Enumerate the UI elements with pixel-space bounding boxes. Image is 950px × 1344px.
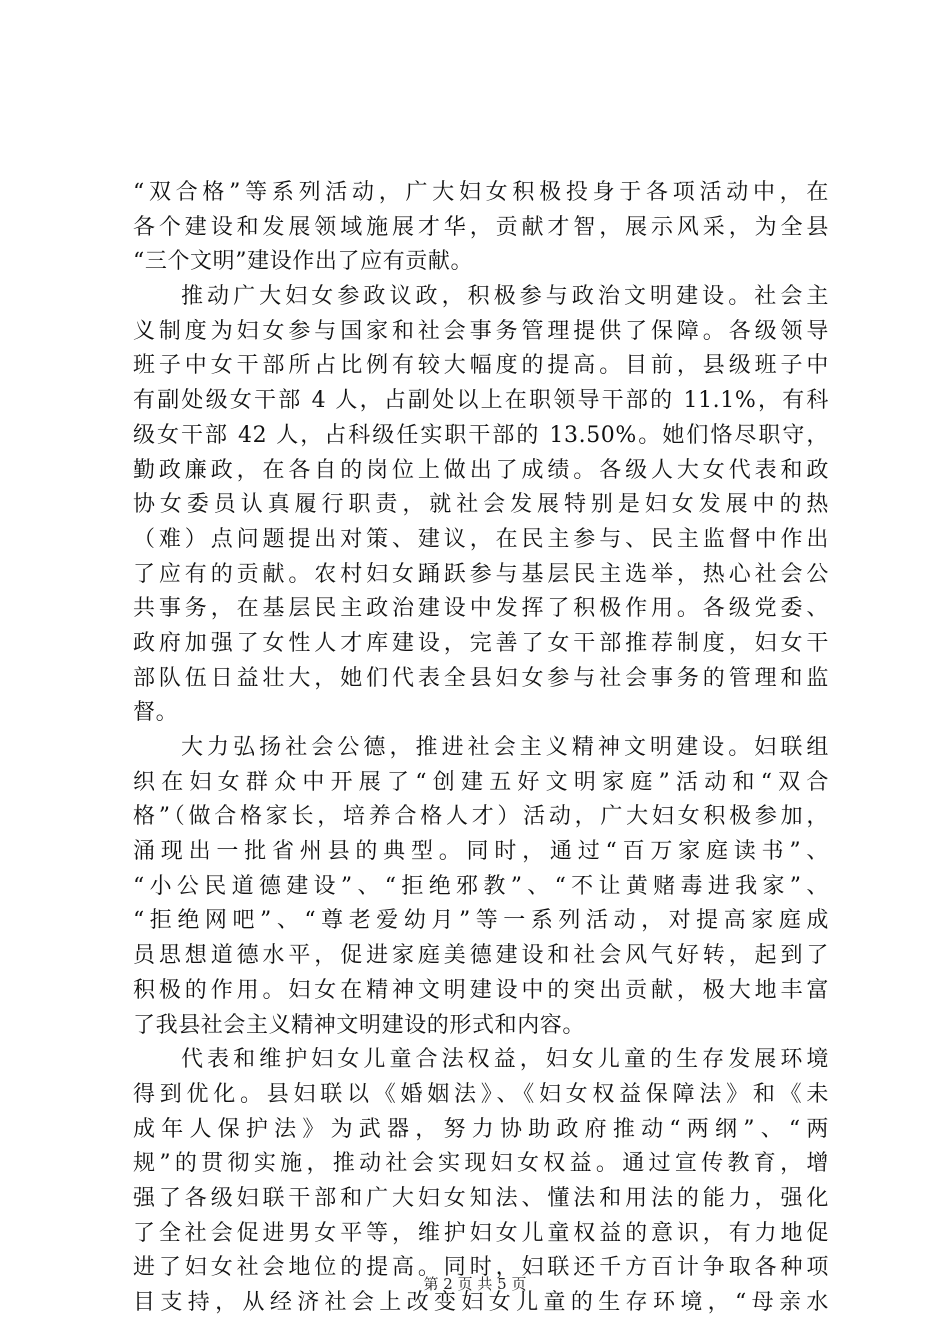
text-line: “双合格”等系列活动，广大妇女积极投身于各项活动中，在 (133, 180, 829, 205)
text-line: 了我县社会主义精神文明建设的形式和内容。 (133, 1012, 586, 1038)
text-line: 强了各级妇联干部和广大妇女知法、懂法和用法的能力，强化 (133, 1185, 829, 1211)
text-line: 共事务，在基层民主政治建设中发挥了积极作用。各级党委、 (133, 596, 829, 622)
text-line: 进了妇女社会地位的提高。同时，妇联还千方百计争取各种项 (133, 1255, 829, 1281)
text-line: 勤政廉政，在各自的岗位上做出了成绩。各级人大女代表和政 (133, 457, 829, 483)
text-line: 成年人保护法》为武器，努力协助政府推动“两纲”、“两 (133, 1116, 829, 1142)
text-line: 政府加强了女性人才库建设，完善了女干部推荐制度，妇女干 (133, 630, 829, 656)
text-line: 了应有的贡献。农村妇女踊跃参与基层民主选举，热心社会公 (133, 561, 829, 587)
text-line: 督。 (133, 700, 179, 726)
text-line: 协女委员认真履行职责，就社会发展特别是妇女发展中的热 (133, 492, 829, 518)
page-footer: 第 2 页 共 5 页 (423, 1275, 527, 1293)
text-line: 代表和维护妇女儿童合法权益，妇女儿童的生存发展环境 (181, 1047, 829, 1073)
text-line: 了全社会促进男女平等，维护妇女儿童权益的意识，有力地促 (133, 1220, 829, 1246)
text-line: 大力弘扬社会公德，推进社会主义精神文明建设。妇联组 (181, 735, 829, 760)
text-line: 积极的作用。妇女在精神文明建设中的突出贡献，极大地丰富 (133, 977, 829, 1003)
text-line: 级女干部 42 人，占科级任实职干部的 13.50%。她们恪尽职守， (133, 422, 829, 448)
text-line: 推动广大妇女参政议政，积极参与政治文明建设。社会主 (181, 284, 829, 310)
text-line: “小公民道德建设”、“拒绝邪教”、“不让黄赌毒进我家”、 (133, 873, 829, 899)
body-text (133, 176, 829, 1321)
text-line: 格”（做合格家长，培养合格人才）活动，广大妇女积极参加， (133, 804, 829, 830)
text-line: 部队伍日益壮大，她们代表全县妇女参与社会事务的管理和监 (133, 665, 829, 691)
text-line: “三个文明”建设作出了应有贡献。 (133, 249, 474, 275)
text-line: “拒绝网吧”、“尊老爱幼月”等一系列活动，对提高家庭成 (133, 908, 829, 934)
text-line: 义制度为妇女参与国家和社会事务管理提供了保障。各级领导 (133, 318, 829, 344)
text-line: 织在妇女群众中开展了“创建五好文明家庭”活动和“双合 (133, 769, 829, 795)
text-line: 员思想道德水平，促进家庭美德建设和社会风气好转，起到了 (133, 943, 829, 969)
text-line: 涌现出一批省州县的典型。同时，通过“百万家庭读书”、 (133, 839, 829, 865)
text-line: 各个建设和发展领域施展才华，贡献才智，展示风采，为全县 (133, 214, 829, 240)
text-line: （难）点问题提出对策、建议，在民主参与、民主监督中作出 (133, 526, 829, 552)
text-line: 有副处级女干部 4 人，占副处以上在职领导干部的 11.1%，有科 (133, 388, 829, 414)
text-line: 得到优化。县妇联以《婚姻法》、《妇女权益保障法》和《未 (133, 1081, 829, 1107)
text-line: 目支持，从经济社会上改变妇女儿童的生存环境，“母亲水 (133, 1290, 829, 1315)
text-line: 班子中女干部所占比例有较大幅度的提高。目前，县级班子中 (133, 353, 829, 379)
text-line: 规”的贯彻实施，推动社会实现妇女权益。通过宣传教育，增 (133, 1151, 829, 1177)
